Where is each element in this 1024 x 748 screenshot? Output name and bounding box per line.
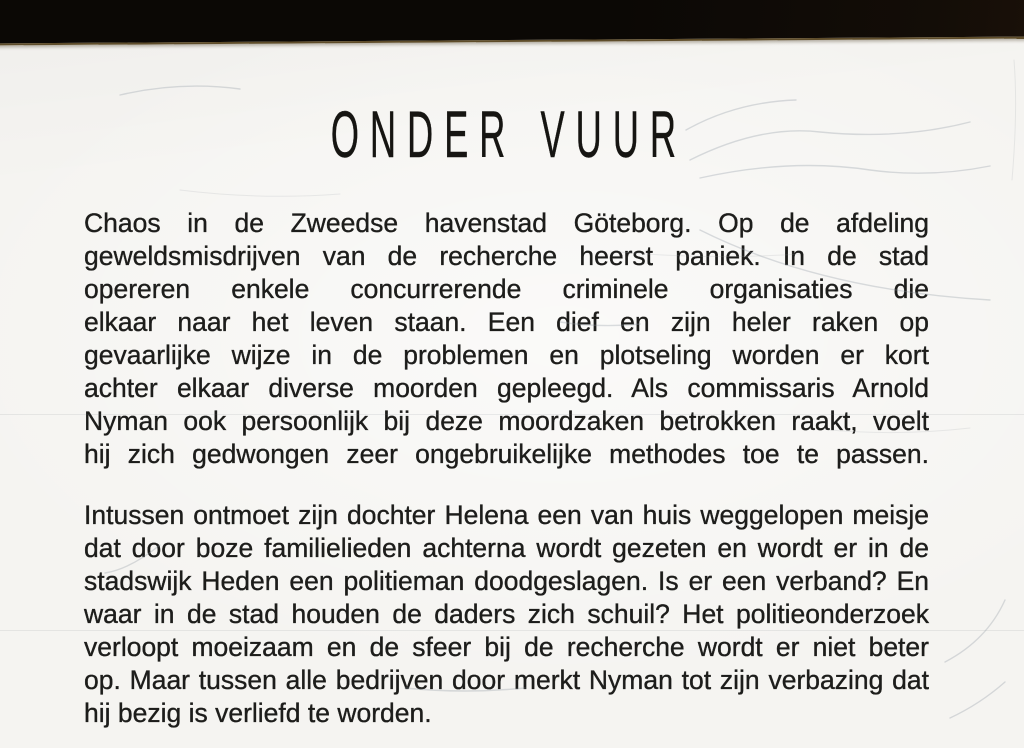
text-line: dat door boze familielieden achterna wordt gezeten en wordt er in de [84, 533, 929, 563]
book-title [0, 97, 1018, 171]
text-line: Nyman ook persoonlijk bij deze moordzaken betrokken raakt, voelt [84, 406, 929, 436]
blurb-paragraph-2 [84, 499, 929, 730]
blurb-paragraph-1 [84, 207, 929, 471]
text-line: opereren enkele concurrerende criminele organisaties die [84, 274, 929, 304]
text-line: waar in de stad houden de daders zich schuil? Het politieonderzoek [84, 599, 929, 629]
text-line: verloopt moeizaam en de sfeer bij de recherche wordt er niet beter [84, 632, 929, 662]
text-line: gevaarlijke wijze in de problemen en plotseling worden er kort [84, 340, 929, 370]
text-line: hij bezig is verliefd te worden. [84, 698, 432, 728]
text-line: elkaar naar het leven staan. Een dief en zijn heler raken op [84, 307, 929, 337]
text-line: Intussen ontmoet zijn dochter Helena een van huis weggelopen meisje [84, 500, 929, 530]
text-line: Chaos in de Zweedse havenstad Göteborg. Op de afdeling [84, 208, 929, 238]
text-line: achter elkaar diverse moorden gepleegd. Als commissaris Arnold [84, 373, 929, 403]
top-black-bar [0, 0, 1024, 45]
blurb-text [84, 207, 929, 730]
text-line: op. Maar tussen alle bedrijven door merkt Nyman tot zijn verbazing dat [84, 665, 929, 695]
text-line: hij zich gedwongen zeer ongebruikelijke methodes toe te passen. [84, 439, 929, 469]
text-line: geweldsmisdrijven van de recherche heerst paniek. In de stad [84, 241, 929, 271]
book-title-text: ONDER VUUR [330, 97, 688, 171]
text-line: stadswijk Heden een politieman doodgeslagen. Is er een verband? En [84, 566, 929, 596]
